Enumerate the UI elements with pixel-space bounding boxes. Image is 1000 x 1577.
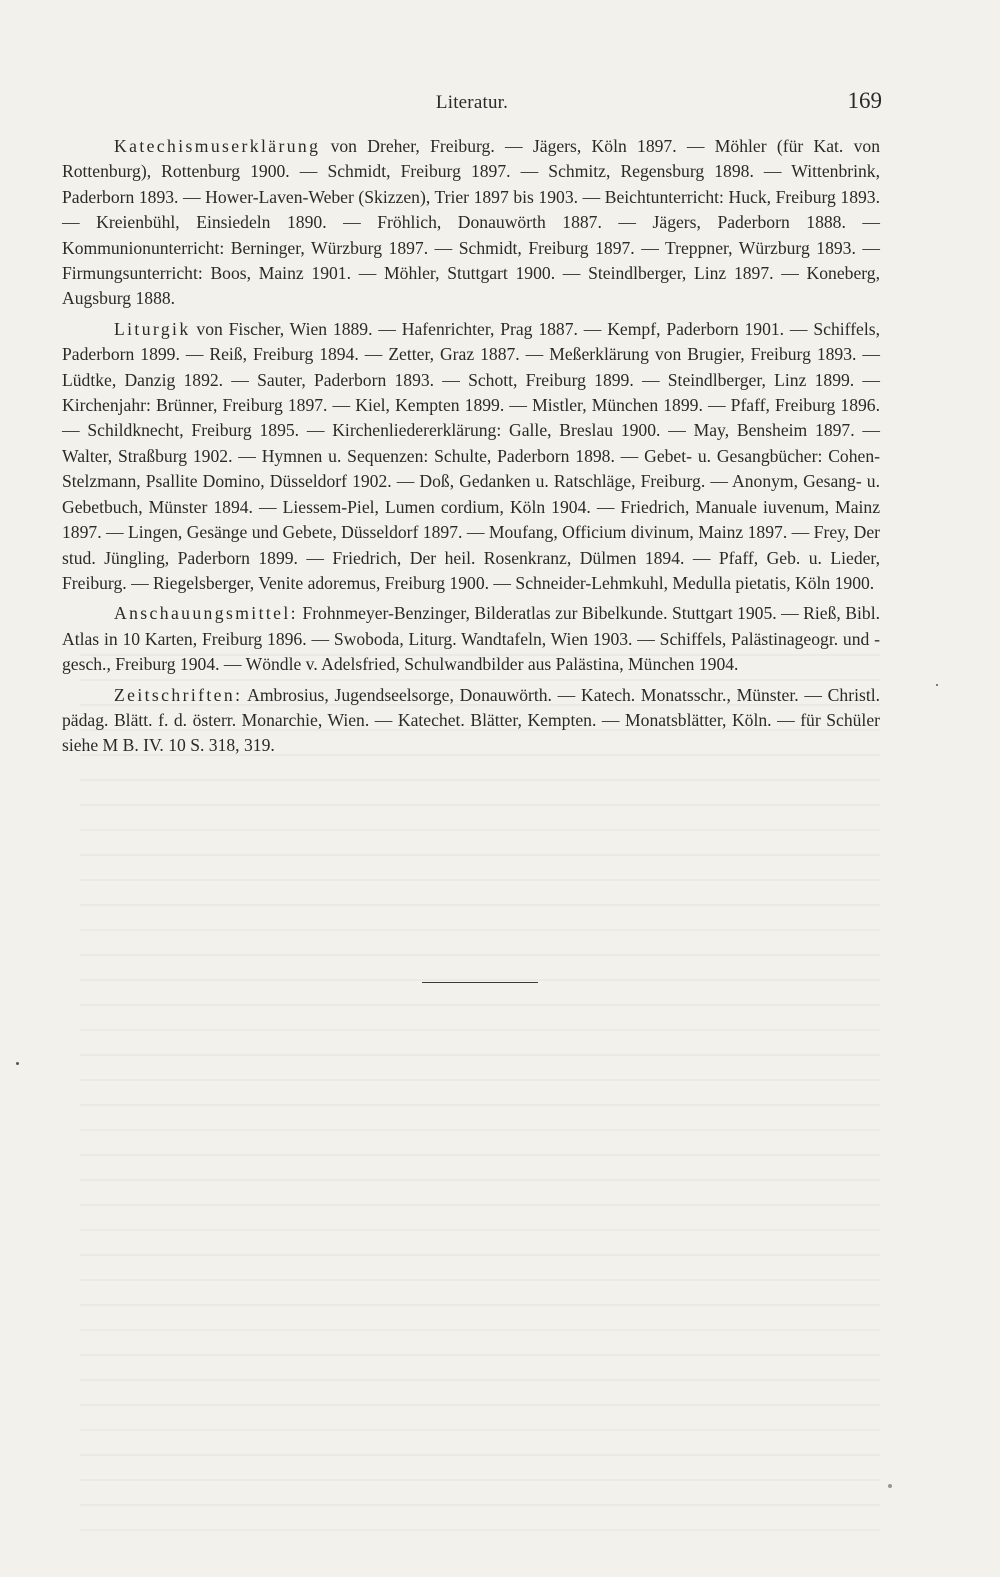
paragraph-lead: Anschauungsmittel: (114, 603, 298, 624)
paragraph-anschauungsmittel (62, 601, 880, 677)
bibliography-text (62, 134, 880, 764)
paper-speck (936, 684, 938, 686)
section-end-rule (422, 982, 538, 983)
paragraph-body: von Dreher, Freiburg. — Jägers, Köln 1897. — Möhler (für Kat. von Rottenburg), Rottenburg 1900. — Schmidt, Freiburg 1897. — Schmitz, Regensburg 1898. — Wittenbrink, Paderborn 1893. — Hower-Laven-Weber (Skizzen), Trier 1897 bis 1903. — Beichtunterricht: Huck, Freiburg 1893. — Kreienbühl, Einsiedeln 1890. — Fröhlich, Donauwörth 1887. — Jägers, Paderborn 1888. — Kommunionunterricht: Berninger, Würzburg 1897. — Schmidt, Freiburg 1897. — Treppner, Würzburg 1893. — Firmungsunterricht: Boos, Mainz 1901. — Möhler, Stuttgart 1900. — Steindlberger, Linz 1897. — Koneberg, Augsburg 1888. (62, 136, 880, 309)
show-through-texture (80, 640, 880, 1540)
paragraph-lead: Liturgik (114, 318, 191, 339)
page-number: 169 (847, 88, 882, 113)
running-title: Literatur. (435, 92, 509, 113)
paragraph-body: Ambrosius, Jugendseelsorge, Donauwörth. — Katech. Monatsschr., Münster. — Christl. pädag. Blätt. f. d. österr. Monarchie, Wien. — Katechet. Blätter, Kempten. — Monatsblätter, Köln. — für Schüler siehe M B. IV. 10 S. 318, 319. (62, 684, 880, 756)
paper-speck (888, 1484, 892, 1488)
paragraph-lead: Zeitschriften: (114, 684, 243, 705)
paragraph-lead: Katechismuserklärung (114, 136, 321, 156)
paragraph-body: von Fischer, Wien 1889. — Hafenrichter, Prag 1887. — Kempf, Paderborn 1901. — Schiffels, Paderborn 1899. — Reiß, Freiburg 1894. — Zetter, Graz 1887. — Meßerklärung von Brugier, Freiburg 1893. — Lüdtke, Danzig 1892. — Sauter, Paderborn 1893. — Schott, Freiburg 1899. — Steindlberger, Linz 1899. — Kirchenjahr: Brünner, Freiburg 1897. — Kiel, Kempten 1899. — Mistler, München 1899. — Pfaff, Freiburg 1896. — Schildknecht, Freiburg 1895. — Kirchenliedererklärung: Galle, Breslau 1900. — May, Bensheim 1897. — Walter, Straßburg 1902. — Hymnen u. Sequenzen: Schulte, Paderborn 1898. — Gebet- u. Gesangbücher: Cohen-Stelzmann, Psallite Domino, Düsseldorf 1902. — Doß, Gedanken u. Ratschläge, Freiburg. — Anonym, Gesang- u. Gebetbuch, Münster 1894. — Liessem-Piel, Lumen cordium, Köln 1904. — Friedrich, Manuale iuvenum, Mainz 1897. — Lingen, Gesänge und Gebete, Düsseldorf 1897. — Moufang, Officium divinum, Mainz 1897. — Frey, Der stud. Jüngling, Paderborn 1899. — Friedrich, Der heil. Rosenkranz, Dülmen 1894. — Pfaff, Geb. u. Lieder, Freiburg. — Riegelsberger, Venite adoremus, Freiburg 1900. — Schneider-Lehmkuhl, Medulla pietatis, Köln 1900. (62, 318, 880, 593)
paragraph-zeitschriften (62, 683, 880, 759)
paragraph-body: Frohnmeyer-Benzinger, Bilderatlas zur Bibelkunde. Stuttgart 1905. — Rieß, Bibl. Atlas in 10 Karten, Freiburg 1896. — Swoboda, Liturg. Wandtafeln, Wien 1903. — Schiffels, Palästinageogr. und -gesch., Freiburg 1904. — Wöndle v. Adelsfried, Schulwandbilder aus Palästina, München 1904. (62, 603, 880, 675)
paragraph-katechismuserklaerung (62, 134, 880, 312)
paper-speck (16, 1062, 19, 1065)
running-head (62, 88, 882, 118)
paragraph-liturgik (62, 317, 880, 596)
